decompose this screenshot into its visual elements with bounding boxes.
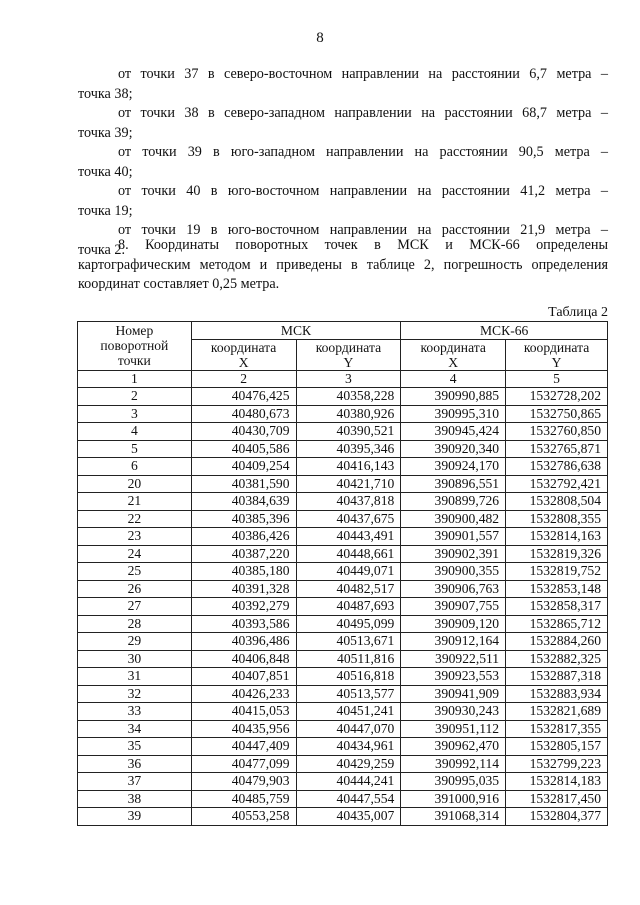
msk-y-cell: 40513,671	[296, 633, 401, 651]
msk66-y-cell: 1532728,202	[506, 388, 608, 406]
msk-y-cell: 40421,710	[296, 475, 401, 493]
header-text: поворотной	[100, 338, 169, 354]
direction-continuation: точка 2.	[78, 241, 126, 258]
paragraph-8-line: координат составляет 0,25 метра.	[78, 276, 280, 292]
msk66-x-cell: 390951,112	[401, 720, 506, 738]
point-number-cell: 25	[78, 563, 192, 581]
direction-list	[78, 65, 608, 260]
msk66-x-cell: 390912,164	[401, 633, 506, 651]
point-number-cell: 22	[78, 510, 192, 528]
msk66-y-cell: 1532760,850	[506, 423, 608, 441]
header-text: координата	[523, 339, 590, 355]
msk66-y-cell: 1532799,223	[506, 755, 608, 773]
table-row	[78, 685, 608, 703]
msk-x-cell: 40476,425	[191, 388, 296, 406]
header-text: Y	[551, 354, 562, 370]
msk-y-cell: 40513,577	[296, 685, 401, 703]
msk-y-cell: 40487,693	[296, 598, 401, 616]
msk-x-cell: 40479,903	[191, 773, 296, 791]
table-row	[78, 668, 608, 686]
msk66-x-cell: 390945,424	[401, 423, 506, 441]
msk-x-cell: 40409,254	[191, 458, 296, 476]
msk-x-cell: 40385,180	[191, 563, 296, 581]
header-text: координата	[210, 339, 277, 355]
table-row	[78, 510, 608, 528]
msk66-y-cell: 1532792,421	[506, 475, 608, 493]
direction-continuation: точка 19;	[78, 202, 133, 219]
paragraph-8-line: 8. Координаты поворотных точек в МСК и МСК-66 определены	[118, 237, 608, 253]
table-row	[78, 598, 608, 616]
direction-line: от точки 37 в северо-восточном направлении на расстоянии 6,7 метра –	[118, 66, 608, 82]
msk-y-cell: 40516,818	[296, 668, 401, 686]
msk-x-cell: 40447,409	[191, 738, 296, 756]
table-row	[78, 545, 608, 563]
header-text: координата	[315, 339, 382, 355]
table-row	[78, 440, 608, 458]
direction-line: от точки 19 в юго-восточном направлении на расстоянии 21,9 метра –	[118, 222, 608, 238]
msk66-y-cell: 1532884,260	[506, 633, 608, 651]
msk-y-cell: 40511,816	[296, 650, 401, 668]
msk-y-cell: 40448,661	[296, 545, 401, 563]
msk-x-cell: 40435,956	[191, 720, 296, 738]
header-text: координата	[420, 339, 486, 355]
msk-y-cell: 40416,143	[296, 458, 401, 476]
paragraph-8-line: картографическим методом и приведены в таблице 2, погрешность определения	[78, 256, 608, 273]
point-number-cell: 33	[78, 703, 192, 721]
msk-x-cell: 40407,851	[191, 668, 296, 686]
header-text: X	[448, 354, 459, 370]
msk66-x-cell: 390899,726	[401, 493, 506, 511]
msk-x-cell: 40426,233	[191, 685, 296, 703]
msk-y-cell: 40443,491	[296, 528, 401, 546]
msk66-x-cell: 390995,035	[401, 773, 506, 791]
msk66-x-cell: 390923,553	[401, 668, 506, 686]
msk66-header: МСК-66	[401, 322, 608, 340]
msk66-y-cell: 1532804,377	[506, 808, 608, 826]
msk66-y-cell: 1532786,638	[506, 458, 608, 476]
table-row	[78, 388, 608, 406]
msk66-x-cell: 391068,314	[401, 808, 506, 826]
msk66-x-header	[401, 339, 506, 370]
table-row	[78, 720, 608, 738]
table-row	[78, 423, 608, 441]
table-row	[78, 493, 608, 511]
table-row	[78, 528, 608, 546]
point-number-cell: 20	[78, 475, 192, 493]
direction-continuation: точка 39;	[78, 124, 133, 141]
msk-x-cell: 40406,848	[191, 650, 296, 668]
point-number-cell: 34	[78, 720, 192, 738]
msk-x-cell: 40384,639	[191, 493, 296, 511]
point-number-cell: 28	[78, 615, 192, 633]
msk-y-cell: 40434,961	[296, 738, 401, 756]
point-number-cell: 35	[78, 738, 192, 756]
point-number-cell: 30	[78, 650, 192, 668]
table-row	[78, 633, 608, 651]
msk-y-cell: 40482,517	[296, 580, 401, 598]
page-number: 8	[316, 30, 324, 46]
msk-y-cell: 40435,007	[296, 808, 401, 826]
msk66-y-cell: 1532883,934	[506, 685, 608, 703]
msk-y-cell: 40495,099	[296, 615, 401, 633]
msk66-y-cell: 1532805,157	[506, 738, 608, 756]
msk66-x-cell: 390990,885	[401, 388, 506, 406]
msk-x-cell: 40396,486	[191, 633, 296, 651]
coordinates-table	[77, 321, 608, 826]
point-number-cell: 26	[78, 580, 192, 598]
table-header	[78, 322, 608, 388]
column-index: 1	[78, 370, 192, 388]
msk66-y-cell: 1532819,326	[506, 545, 608, 563]
msk66-y-cell: 1532858,317	[506, 598, 608, 616]
msk66-y-cell: 1532808,504	[506, 493, 608, 511]
paragraph-8	[78, 236, 608, 295]
msk-y-cell: 40437,675	[296, 510, 401, 528]
point-number-cell: 24	[78, 545, 192, 563]
msk66-x-cell: 390901,557	[401, 528, 506, 546]
msk66-x-cell: 390902,391	[401, 545, 506, 563]
msk-y-cell: 40380,926	[296, 405, 401, 423]
point-number-cell: 27	[78, 598, 192, 616]
msk-x-cell: 40385,396	[191, 510, 296, 528]
msk66-x-cell: 390995,310	[401, 405, 506, 423]
msk66-y-cell: 1532814,163	[506, 528, 608, 546]
point-number-cell: 4	[78, 423, 192, 441]
msk-y-cell: 40429,259	[296, 755, 401, 773]
column-index: 5	[506, 370, 608, 388]
msk66-y-cell: 1532853,148	[506, 580, 608, 598]
table-row	[78, 580, 608, 598]
direction-continuation: точка 40;	[78, 163, 133, 180]
header-text: точки	[117, 353, 151, 369]
msk66-y-cell: 1532819,752	[506, 563, 608, 581]
msk66-x-cell: 390924,170	[401, 458, 506, 476]
msk-y-cell: 40437,818	[296, 493, 401, 511]
msk66-x-cell: 391000,916	[401, 790, 506, 808]
table-row	[78, 405, 608, 423]
msk66-y-cell: 1532817,355	[506, 720, 608, 738]
msk66-x-cell: 390907,755	[401, 598, 506, 616]
msk66-x-cell: 390920,340	[401, 440, 506, 458]
point-number-cell: 21	[78, 493, 192, 511]
msk66-x-cell: 390992,114	[401, 755, 506, 773]
msk-y-cell: 40449,071	[296, 563, 401, 581]
msk66-y-cell: 1532750,865	[506, 405, 608, 423]
table-row	[78, 650, 608, 668]
table-body	[78, 388, 608, 826]
msk66-y-cell: 1532865,712	[506, 615, 608, 633]
column-index: 2	[191, 370, 296, 388]
column-index-row	[78, 370, 608, 388]
msk-x-header	[191, 339, 296, 370]
msk66-y-cell: 1532814,183	[506, 773, 608, 791]
msk-y-cell: 40447,070	[296, 720, 401, 738]
point-number-cell: 5	[78, 440, 192, 458]
msk66-y-cell: 1532887,318	[506, 668, 608, 686]
table-row	[78, 738, 608, 756]
direction-line: от точки 40 в юго-восточном направлении на расстоянии 41,2 метра –	[118, 183, 608, 199]
msk-x-cell: 40392,279	[191, 598, 296, 616]
header-text: Номер	[115, 323, 154, 339]
table-row	[78, 563, 608, 581]
msk-y-cell: 40395,346	[296, 440, 401, 458]
direction-continuation: точка 38;	[78, 85, 133, 102]
point-number-cell: 31	[78, 668, 192, 686]
point-number-cell: 29	[78, 633, 192, 651]
table-row	[78, 703, 608, 721]
msk-x-cell: 40480,673	[191, 405, 296, 423]
point-number-cell: 39	[78, 808, 192, 826]
msk66-y-cell: 1532808,355	[506, 510, 608, 528]
msk-x-cell: 40553,258	[191, 808, 296, 826]
msk-x-cell: 40405,586	[191, 440, 296, 458]
table-row	[78, 755, 608, 773]
direction-line: от точки 39 в юго-западном направлении на расстоянии 90,5 метра –	[118, 144, 608, 160]
point-number-cell: 37	[78, 773, 192, 791]
point-number-header	[78, 322, 192, 371]
msk66-y-cell: 1532817,450	[506, 790, 608, 808]
msk-x-cell: 40393,586	[191, 615, 296, 633]
point-number-cell: 6	[78, 458, 192, 476]
point-number-cell: 3	[78, 405, 192, 423]
table-row	[78, 790, 608, 808]
msk-y-cell: 40390,521	[296, 423, 401, 441]
point-number-cell: 23	[78, 528, 192, 546]
msk66-x-cell: 390930,243	[401, 703, 506, 721]
msk-y-cell: 40444,241	[296, 773, 401, 791]
msk-x-cell: 40477,099	[191, 755, 296, 773]
msk66-y-cell: 1532765,871	[506, 440, 608, 458]
msk-y-cell: 40447,554	[296, 790, 401, 808]
msk-x-cell: 40391,328	[191, 580, 296, 598]
msk66-x-cell: 390962,470	[401, 738, 506, 756]
msk-y-cell: 40451,241	[296, 703, 401, 721]
msk-x-cell: 40430,709	[191, 423, 296, 441]
msk66-x-cell: 390909,120	[401, 615, 506, 633]
msk66-y-cell: 1532821,689	[506, 703, 608, 721]
msk-x-cell: 40386,426	[191, 528, 296, 546]
column-index: 3	[296, 370, 401, 388]
msk66-x-cell: 390900,482	[401, 510, 506, 528]
msk66-x-cell: 390906,763	[401, 580, 506, 598]
point-number-cell: 36	[78, 755, 192, 773]
msk-y-header	[296, 339, 401, 370]
msk-y-cell: 40358,228	[296, 388, 401, 406]
table-row	[78, 615, 608, 633]
msk66-x-cell: 390900,355	[401, 563, 506, 581]
msk66-y-header	[506, 339, 608, 370]
msk-x-cell: 40387,220	[191, 545, 296, 563]
direction-line: от точки 38 в северо-западном направлении на расстоянии 68,7 метра –	[118, 105, 608, 121]
point-number-cell: 32	[78, 685, 192, 703]
table-row	[78, 773, 608, 791]
msk-header: МСК	[191, 322, 401, 340]
msk-x-cell: 40415,053	[191, 703, 296, 721]
msk66-x-cell: 390896,551	[401, 475, 506, 493]
msk66-y-cell: 1532882,325	[506, 650, 608, 668]
table-row	[78, 458, 608, 476]
table-row	[78, 808, 608, 826]
header-text: X	[238, 354, 249, 370]
table-row	[78, 475, 608, 493]
msk-x-cell: 40381,590	[191, 475, 296, 493]
msk-x-cell: 40485,759	[191, 790, 296, 808]
column-index: 4	[401, 370, 506, 388]
msk66-x-cell: 390941,909	[401, 685, 506, 703]
header-text: Y	[343, 354, 354, 370]
msk66-x-cell: 390922,511	[401, 650, 506, 668]
point-number-cell: 2	[78, 388, 192, 406]
point-number-cell: 38	[78, 790, 192, 808]
table-caption: Таблица 2	[548, 305, 608, 320]
